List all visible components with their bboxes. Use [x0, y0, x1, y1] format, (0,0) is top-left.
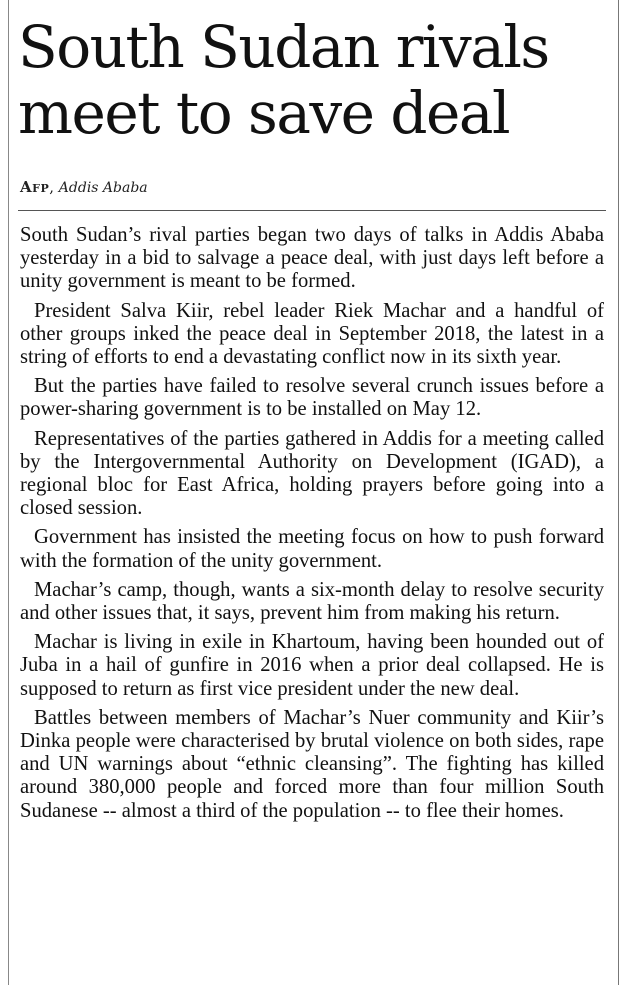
byline-location: Addis Ababa [58, 180, 148, 196]
byline-separator: , [49, 178, 59, 196]
paragraph-7: Machar is living in exile in Khartoum, having been hounded out of Juba in a hail of gunfire in 2016 when a prior deal collapsed. He is supposed to return as first vice president under the new deal. [20, 631, 604, 700]
paragraph-1: South Sudan’s rival parties began two days of talks in Addis Ababa yesterday in a bid to salvage a peace deal, with just days left before a unity government is meant to be formed. [20, 224, 604, 293]
paragraph-5: Government has insisted the meeting focus on how to push forward with the formation of the unity government. [20, 526, 604, 572]
paragraph-3: But the parties have failed to resolve several crunch issues before a power-sharing government is to be installed on May 12. [20, 375, 604, 421]
byline-agency: Afp [20, 178, 50, 196]
paragraph-6: Machar’s camp, though, wants a six-month delay to resolve security and other issues that, it says, prevent him from making his return. [20, 578, 604, 625]
paragraph-8: Battles between members of Machar’s Nuer community and Kiir’s Dinka people were characterised by brutal violence on both sides, rape and UN warnings about “ethnic cleansing”. The fighting has killed around 380,000 people and forced more than four million South Sudanese -- almost a third of the population -- to flee their homes. [20, 706, 604, 822]
paragraph-2: President Salva Kiir, rebel leader Riek Machar and a handful of other groups inked the peace deal in September 2018, the latest in a string of efforts to end a devastating conflict now in its sixth year. [20, 299, 604, 369]
byline [20, 178, 148, 196]
column-divider [8, 0, 9, 985]
paragraph-4: Representatives of the parties gathered in Addis for a meeting called by the Intergovernmental Authority on Development (IGAD), a regional bloc for East Africa, holding prayers before going into a closed session. [20, 427, 604, 520]
article-body [20, 224, 604, 829]
headline: South Sudan rivals meet to save deal [18, 13, 549, 147]
byline-rule [18, 210, 606, 211]
